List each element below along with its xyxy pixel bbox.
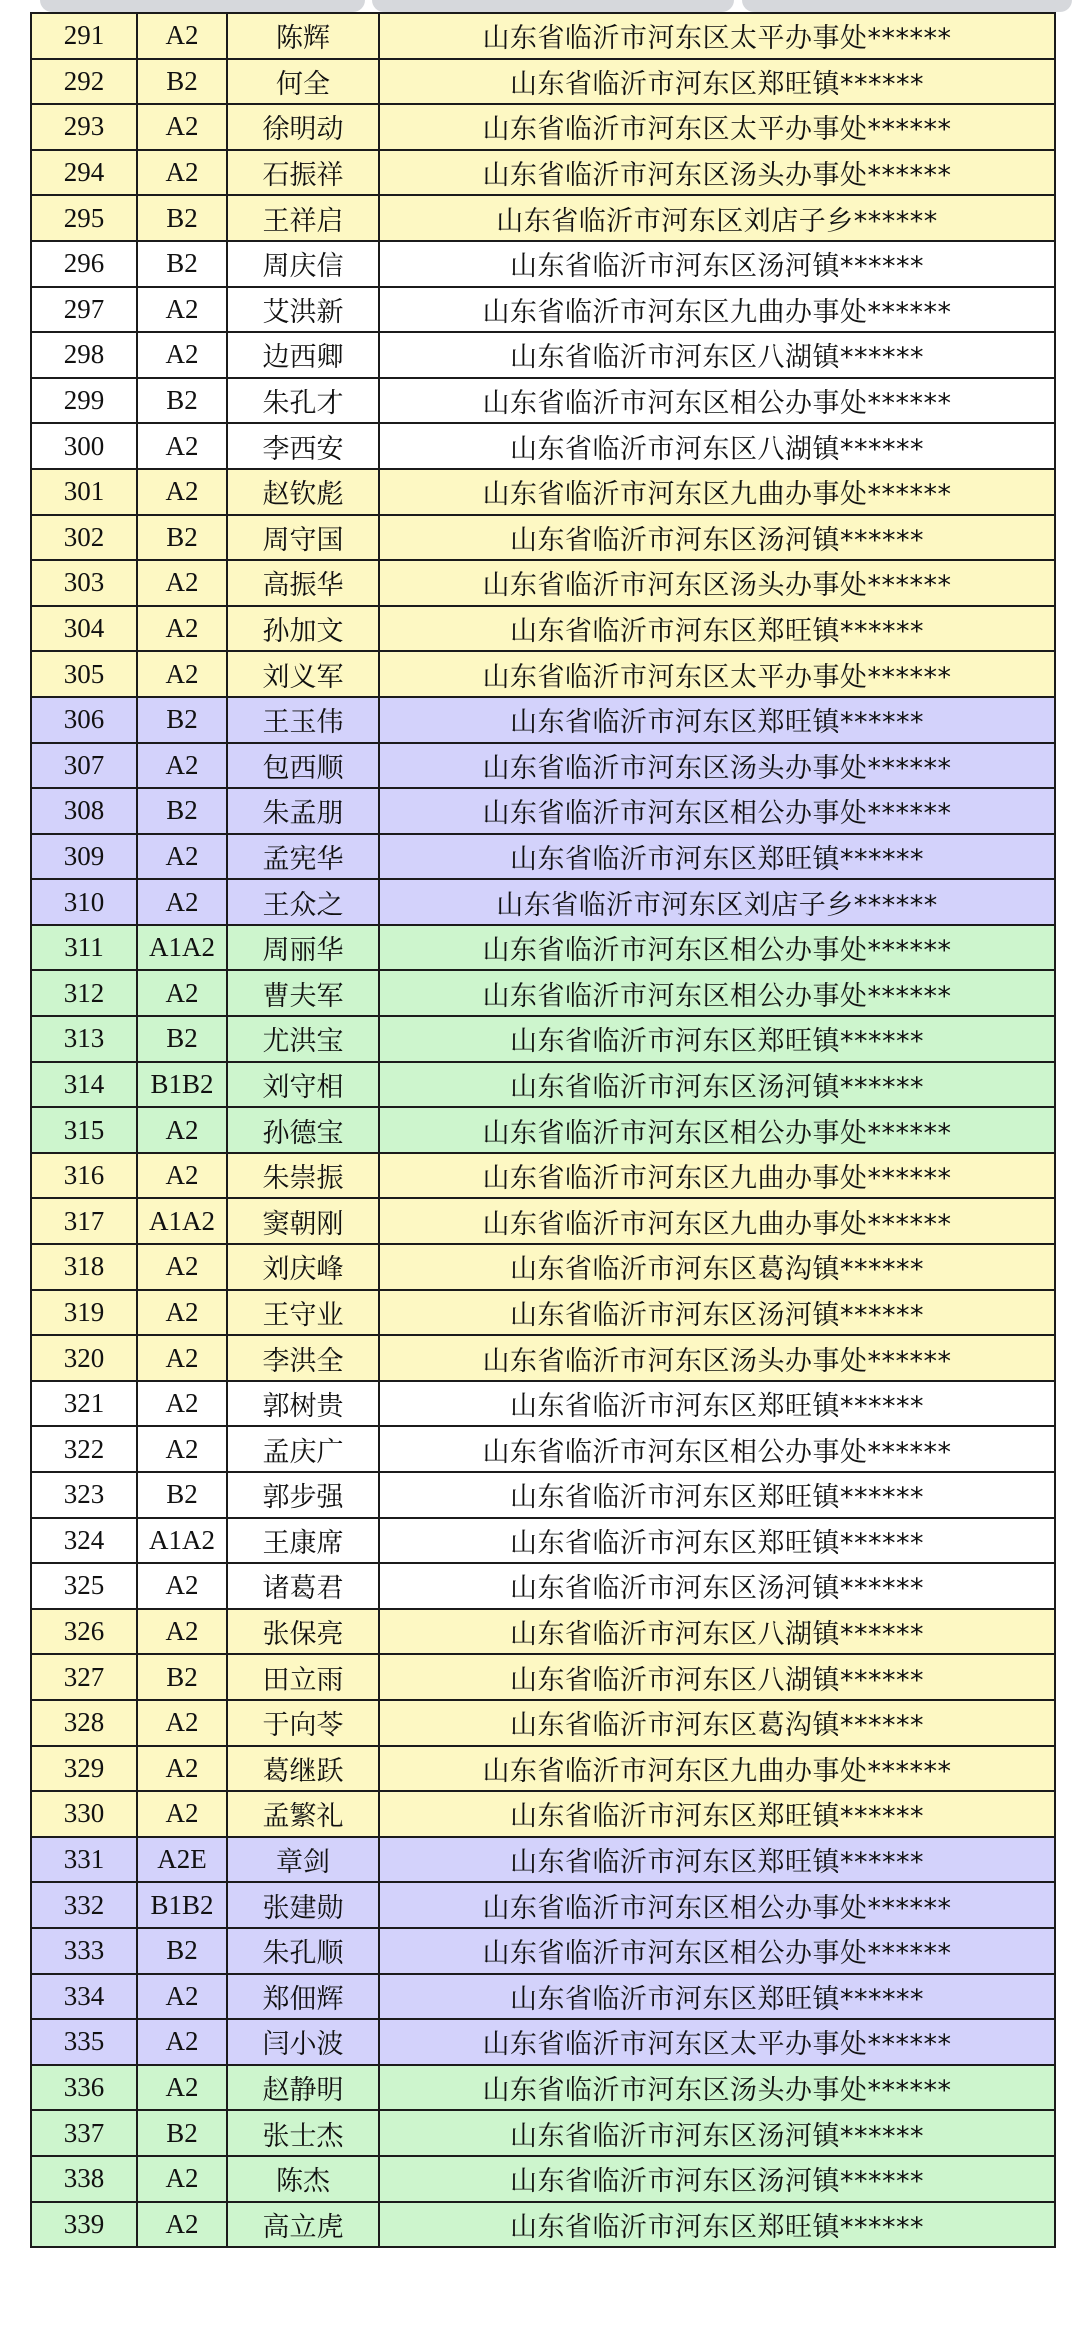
person-name-cell: 刘守相: [227, 1062, 379, 1108]
row-number-cell: 291: [31, 13, 137, 59]
person-name-cell: 闫小波: [227, 2019, 379, 2065]
row-number-cell: 324: [31, 1518, 137, 1564]
row-number-cell: 330: [31, 1791, 137, 1837]
license-class-cell: A2: [137, 1107, 227, 1153]
license-class-cell: B2: [137, 788, 227, 834]
table-row: [31, 1746, 1055, 1792]
person-name-cell: 王康席: [227, 1518, 379, 1564]
person-name-cell: 孟庆广: [227, 1426, 379, 1472]
license-class-cell: A2: [137, 1335, 227, 1381]
person-name-cell: 孟宪华: [227, 834, 379, 880]
person-name-cell: 高立虎: [227, 2202, 379, 2248]
table-row: [31, 925, 1055, 971]
address-cell: 山东省临沂市河东区汤河镇******: [379, 1290, 1055, 1336]
row-number-cell: 310: [31, 879, 137, 925]
table-row: [31, 1335, 1055, 1381]
row-number-cell: 322: [31, 1426, 137, 1472]
row-number-cell: 320: [31, 1335, 137, 1381]
person-name-cell: 张建勋: [227, 1882, 379, 1928]
address-cell: 山东省临沂市河东区郑旺镇******: [379, 1791, 1055, 1837]
table-row: [31, 1153, 1055, 1199]
person-name-cell: 周守国: [227, 515, 379, 561]
address-cell: 山东省临沂市河东区相公办事处******: [379, 1928, 1055, 1974]
row-number-cell: 334: [31, 1974, 137, 2020]
license-class-cell: A2: [137, 332, 227, 378]
person-name-cell: 孙德宝: [227, 1107, 379, 1153]
address-cell: 山东省临沂市河东区葛沟镇******: [379, 1700, 1055, 1746]
license-class-cell: A2: [137, 2202, 227, 2248]
person-name-cell: 葛继跃: [227, 1746, 379, 1792]
table-row: [31, 1472, 1055, 1518]
row-number-cell: 326: [31, 1609, 137, 1655]
table-row: [31, 1062, 1055, 1108]
license-class-cell: B1B2: [137, 1882, 227, 1928]
toolbar-tab-right[interactable]: [742, 0, 1072, 12]
table-row: [31, 1290, 1055, 1336]
address-cell: 山东省临沂市河东区太平办事处******: [379, 13, 1055, 59]
person-name-cell: 朱孔顺: [227, 1928, 379, 1974]
table-row: [31, 104, 1055, 150]
table-row: [31, 1837, 1055, 1883]
address-cell: 山东省临沂市河东区汤头办事处******: [379, 2065, 1055, 2111]
row-number-cell: 295: [31, 195, 137, 241]
person-name-cell: 艾洪新: [227, 287, 379, 333]
row-number-cell: 323: [31, 1472, 137, 1518]
table-row: [31, 2202, 1055, 2248]
license-class-cell: A1A2: [137, 1198, 227, 1244]
table-row: [31, 606, 1055, 652]
person-name-cell: 于向苓: [227, 1700, 379, 1746]
license-class-cell: A2: [137, 1381, 227, 1427]
license-class-cell: A2: [137, 1746, 227, 1792]
license-class-cell: A2: [137, 2065, 227, 2111]
address-cell: 山东省临沂市河东区八湖镇******: [379, 1654, 1055, 1700]
row-number-cell: 325: [31, 1563, 137, 1609]
toolbar-tab-middle[interactable]: [372, 0, 734, 12]
row-number-cell: 327: [31, 1654, 137, 1700]
license-class-cell: A2: [137, 1153, 227, 1199]
license-class-cell: A2: [137, 560, 227, 606]
table-row: [31, 1107, 1055, 1153]
row-number-cell: 331: [31, 1837, 137, 1883]
table-row: [31, 1381, 1055, 1427]
row-number-cell: 311: [31, 925, 137, 971]
person-name-cell: 周丽华: [227, 925, 379, 971]
row-number-cell: 333: [31, 1928, 137, 1974]
license-class-cell: B2: [137, 1472, 227, 1518]
row-number-cell: 309: [31, 834, 137, 880]
person-name-cell: 何全: [227, 59, 379, 105]
table-row: [31, 1609, 1055, 1655]
person-name-cell: 朱孔才: [227, 378, 379, 424]
license-class-cell: A2: [137, 1426, 227, 1472]
table-row: [31, 1198, 1055, 1244]
table-row: [31, 423, 1055, 469]
license-class-cell: A2: [137, 469, 227, 515]
license-class-cell: A2: [137, 287, 227, 333]
row-number-cell: 305: [31, 651, 137, 697]
person-name-cell: 李洪全: [227, 1335, 379, 1381]
row-number-cell: 313: [31, 1016, 137, 1062]
address-cell: 山东省临沂市河东区葛沟镇******: [379, 1244, 1055, 1290]
person-name-cell: 王众之: [227, 879, 379, 925]
address-cell: 山东省临沂市河东区相公办事处******: [379, 970, 1055, 1016]
table-row: [31, 743, 1055, 789]
person-name-cell: 孙加文: [227, 606, 379, 652]
person-name-cell: 赵钦彪: [227, 469, 379, 515]
row-number-cell: 307: [31, 743, 137, 789]
license-class-cell: A1A2: [137, 925, 227, 971]
row-number-cell: 335: [31, 2019, 137, 2065]
license-class-cell: A2: [137, 423, 227, 469]
row-number-cell: 301: [31, 469, 137, 515]
license-class-cell: A2: [137, 2019, 227, 2065]
address-cell: 山东省临沂市河东区太平办事处******: [379, 104, 1055, 150]
row-number-cell: 328: [31, 1700, 137, 1746]
license-class-cell: B2: [137, 1654, 227, 1700]
row-number-cell: 338: [31, 2156, 137, 2202]
address-cell: 山东省临沂市河东区郑旺镇******: [379, 1837, 1055, 1883]
address-cell: 山东省临沂市河东区郑旺镇******: [379, 1518, 1055, 1564]
license-class-cell: A2: [137, 104, 227, 150]
address-cell: 山东省临沂市河东区郑旺镇******: [379, 697, 1055, 743]
row-number-cell: 315: [31, 1107, 137, 1153]
license-class-cell: A2: [137, 606, 227, 652]
address-cell: 山东省临沂市河东区汤河镇******: [379, 1062, 1055, 1108]
address-cell: 山东省临沂市河东区八湖镇******: [379, 332, 1055, 378]
address-cell: 山东省临沂市河东区郑旺镇******: [379, 1974, 1055, 2020]
row-number-cell: 300: [31, 423, 137, 469]
table-row: [31, 970, 1055, 1016]
table-row: [31, 1654, 1055, 1700]
license-class-cell: A2: [137, 879, 227, 925]
table-row: [31, 195, 1055, 241]
license-class-cell: A2: [137, 1791, 227, 1837]
table-row: [31, 2065, 1055, 2111]
license-class-cell: B2: [137, 697, 227, 743]
row-number-cell: 304: [31, 606, 137, 652]
row-number-cell: 339: [31, 2202, 137, 2248]
address-cell: 山东省临沂市河东区八湖镇******: [379, 423, 1055, 469]
address-cell: 山东省临沂市河东区汤头办事处******: [379, 150, 1055, 196]
license-class-cell: B2: [137, 1016, 227, 1062]
license-class-cell: A2: [137, 743, 227, 789]
table-row: [31, 1928, 1055, 1974]
row-number-cell: 298: [31, 332, 137, 378]
person-name-cell: 孟繁礼: [227, 1791, 379, 1837]
person-name-cell: 张保亮: [227, 1609, 379, 1655]
row-number-cell: 329: [31, 1746, 137, 1792]
table-row: [31, 241, 1055, 287]
license-class-cell: A2: [137, 150, 227, 196]
person-name-cell: 刘庆峰: [227, 1244, 379, 1290]
table-row: [31, 287, 1055, 333]
address-cell: 山东省临沂市河东区汤头办事处******: [379, 743, 1055, 789]
person-name-cell: 窦朝刚: [227, 1198, 379, 1244]
row-number-cell: 337: [31, 2110, 137, 2156]
license-class-cell: A2: [137, 1609, 227, 1655]
person-name-cell: 尤洪宝: [227, 1016, 379, 1062]
person-name-cell: 周庆信: [227, 241, 379, 287]
row-number-cell: 321: [31, 1381, 137, 1427]
table-row: [31, 1700, 1055, 1746]
person-name-cell: 包西顺: [227, 743, 379, 789]
license-class-cell: A2: [137, 1290, 227, 1336]
table-row: [31, 1791, 1055, 1837]
license-class-cell: B2: [137, 195, 227, 241]
table-row: [31, 879, 1055, 925]
table-row: [31, 378, 1055, 424]
table-row: [31, 1244, 1055, 1290]
row-number-cell: 318: [31, 1244, 137, 1290]
address-cell: 山东省临沂市河东区刘店子乡******: [379, 195, 1055, 241]
license-class-cell: A2: [137, 970, 227, 1016]
row-number-cell: 294: [31, 150, 137, 196]
license-class-cell: B1B2: [137, 1062, 227, 1108]
address-cell: 山东省临沂市河东区郑旺镇******: [379, 1381, 1055, 1427]
address-cell: 山东省临沂市河东区郑旺镇******: [379, 834, 1055, 880]
license-class-cell: A2E: [137, 1837, 227, 1883]
person-name-cell: 田立雨: [227, 1654, 379, 1700]
table-row: [31, 1882, 1055, 1928]
table-row: [31, 651, 1055, 697]
roster-table: [30, 12, 1056, 2248]
address-cell: 山东省临沂市河东区九曲办事处******: [379, 1746, 1055, 1792]
address-cell: 山东省临沂市河东区郑旺镇******: [379, 59, 1055, 105]
person-name-cell: 王守业: [227, 1290, 379, 1336]
row-number-cell: 299: [31, 378, 137, 424]
address-cell: 山东省临沂市河东区九曲办事处******: [379, 1153, 1055, 1199]
address-cell: 山东省临沂市河东区相公办事处******: [379, 1882, 1055, 1928]
address-cell: 山东省临沂市河东区相公办事处******: [379, 1107, 1055, 1153]
row-number-cell: 306: [31, 697, 137, 743]
address-cell: 山东省临沂市河东区太平办事处******: [379, 2019, 1055, 2065]
toolbar-tab-left[interactable]: [40, 0, 365, 12]
license-class-cell: B2: [137, 1928, 227, 1974]
address-cell: 山东省临沂市河东区刘店子乡******: [379, 879, 1055, 925]
address-cell: 山东省临沂市河东区八湖镇******: [379, 1609, 1055, 1655]
address-cell: 山东省临沂市河东区相公办事处******: [379, 925, 1055, 971]
person-name-cell: 朱崇振: [227, 1153, 379, 1199]
person-name-cell: 陈辉: [227, 13, 379, 59]
row-number-cell: 314: [31, 1062, 137, 1108]
row-number-cell: 308: [31, 788, 137, 834]
person-name-cell: 徐明动: [227, 104, 379, 150]
person-name-cell: 赵静明: [227, 2065, 379, 2111]
table-row: [31, 1518, 1055, 1564]
person-name-cell: 章剑: [227, 1837, 379, 1883]
license-class-cell: A2: [137, 651, 227, 697]
license-class-cell: A2: [137, 13, 227, 59]
address-cell: 山东省临沂市河东区郑旺镇******: [379, 1472, 1055, 1518]
license-class-cell: A1A2: [137, 1518, 227, 1564]
license-class-cell: B2: [137, 515, 227, 561]
roster-table-body: [31, 13, 1055, 2247]
table-row: [31, 697, 1055, 743]
license-class-cell: B2: [137, 2110, 227, 2156]
license-class-cell: A2: [137, 834, 227, 880]
address-cell: 山东省临沂市河东区相公办事处******: [379, 788, 1055, 834]
row-number-cell: 316: [31, 1153, 137, 1199]
person-name-cell: 石振祥: [227, 150, 379, 196]
address-cell: 山东省临沂市河东区郑旺镇******: [379, 606, 1055, 652]
address-cell: 山东省临沂市河东区郑旺镇******: [379, 1016, 1055, 1062]
license-class-cell: A2: [137, 1244, 227, 1290]
row-number-cell: 303: [31, 560, 137, 606]
table-row: [31, 834, 1055, 880]
person-name-cell: 诸葛君: [227, 1563, 379, 1609]
row-number-cell: 302: [31, 515, 137, 561]
address-cell: 山东省临沂市河东区相公办事处******: [379, 378, 1055, 424]
address-cell: 山东省临沂市河东区汤河镇******: [379, 2110, 1055, 2156]
address-cell: 山东省临沂市河东区相公办事处******: [379, 1426, 1055, 1472]
address-cell: 山东省临沂市河东区九曲办事处******: [379, 469, 1055, 515]
license-class-cell: A2: [137, 1700, 227, 1746]
address-cell: 山东省临沂市河东区汤河镇******: [379, 241, 1055, 287]
person-name-cell: 陈杰: [227, 2156, 379, 2202]
person-name-cell: 郭树贵: [227, 1381, 379, 1427]
person-name-cell: 刘义军: [227, 651, 379, 697]
license-class-cell: A2: [137, 2156, 227, 2202]
row-number-cell: 319: [31, 1290, 137, 1336]
row-number-cell: 336: [31, 2065, 137, 2111]
table-row: [31, 150, 1055, 196]
person-name-cell: 边西卿: [227, 332, 379, 378]
address-cell: 山东省临沂市河东区汤头办事处******: [379, 560, 1055, 606]
address-cell: 山东省临沂市河东区九曲办事处******: [379, 287, 1055, 333]
row-number-cell: 297: [31, 287, 137, 333]
address-cell: 山东省临沂市河东区汤头办事处******: [379, 1335, 1055, 1381]
address-cell: 山东省临沂市河东区汤河镇******: [379, 2156, 1055, 2202]
license-class-cell: A2: [137, 1563, 227, 1609]
person-name-cell: 张士杰: [227, 2110, 379, 2156]
table-row: [31, 469, 1055, 515]
row-number-cell: 292: [31, 59, 137, 105]
table-row: [31, 332, 1055, 378]
person-name-cell: 曹夫军: [227, 970, 379, 1016]
person-name-cell: 郑佃辉: [227, 1974, 379, 2020]
row-number-cell: 293: [31, 104, 137, 150]
table-row: [31, 2156, 1055, 2202]
person-name-cell: 李西安: [227, 423, 379, 469]
row-number-cell: 312: [31, 970, 137, 1016]
table-row: [31, 788, 1055, 834]
row-number-cell: 317: [31, 1198, 137, 1244]
license-class-cell: A2: [137, 1974, 227, 2020]
license-class-cell: B2: [137, 378, 227, 424]
table-row: [31, 13, 1055, 59]
table-row: [31, 2019, 1055, 2065]
license-class-cell: B2: [137, 241, 227, 287]
address-cell: 山东省临沂市河东区汤河镇******: [379, 1563, 1055, 1609]
address-cell: 山东省临沂市河东区九曲办事处******: [379, 1198, 1055, 1244]
table-row: [31, 1974, 1055, 2020]
person-name-cell: 王祥启: [227, 195, 379, 241]
table-row: [31, 2110, 1055, 2156]
table-row: [31, 1426, 1055, 1472]
address-cell: 山东省临沂市河东区汤河镇******: [379, 515, 1055, 561]
address-cell: 山东省临沂市河东区太平办事处******: [379, 651, 1055, 697]
table-row: [31, 1563, 1055, 1609]
table-row: [31, 59, 1055, 105]
table-row: [31, 560, 1055, 606]
person-name-cell: 郭步强: [227, 1472, 379, 1518]
top-toolbar-strip: [0, 0, 1080, 12]
person-name-cell: 高振华: [227, 560, 379, 606]
row-number-cell: 332: [31, 1882, 137, 1928]
person-name-cell: 朱孟朋: [227, 788, 379, 834]
table-row: [31, 515, 1055, 561]
license-class-cell: B2: [137, 59, 227, 105]
row-number-cell: 296: [31, 241, 137, 287]
address-cell: 山东省临沂市河东区郑旺镇******: [379, 2202, 1055, 2248]
person-name-cell: 王玉伟: [227, 697, 379, 743]
table-row: [31, 1016, 1055, 1062]
